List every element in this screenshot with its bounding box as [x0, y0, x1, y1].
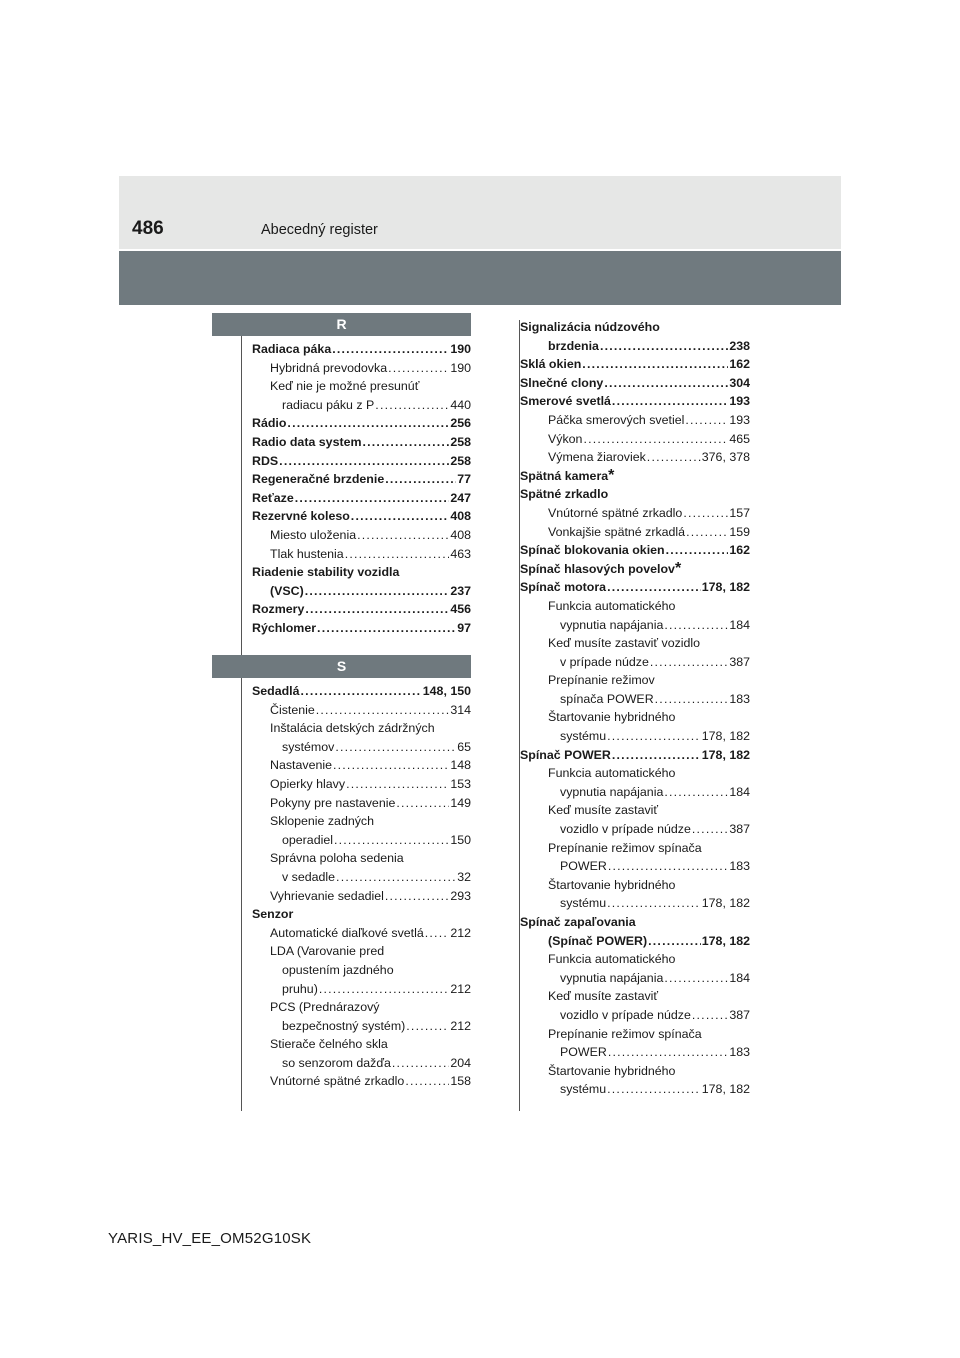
index-entry — [242, 775, 471, 794]
entry-text: Štartovanie hybridného — [548, 877, 676, 892]
dot-leader — [332, 340, 449, 359]
entry-text: so senzorom dažďa — [282, 1055, 391, 1070]
index-entry — [242, 701, 471, 720]
entry-text: Sedadlá — [252, 684, 300, 698]
entry-text: vozidlo v prípade núdze — [560, 822, 691, 837]
entry-text: Signalizácia núdzového — [520, 320, 660, 334]
entry-text: Štartovanie hybridného — [548, 1063, 676, 1078]
dot-leader — [375, 396, 449, 415]
entry-text: systému — [560, 1082, 607, 1097]
page-reference: 159 — [729, 524, 750, 539]
dot-leader — [363, 433, 450, 452]
page-reference: 184 — [729, 617, 750, 632]
page-reference: 456 — [450, 602, 471, 617]
dot-leader — [692, 820, 728, 839]
index-entry — [520, 411, 750, 430]
entry-text: pruhu) — [282, 981, 318, 996]
dot-leader — [425, 924, 450, 943]
index-entry — [520, 969, 750, 988]
page-reference: 183 — [729, 691, 750, 706]
dot-leader — [686, 523, 728, 542]
index-entry — [520, 913, 750, 932]
dot-leader — [685, 411, 728, 430]
index-entry — [520, 746, 750, 765]
dot-leader — [351, 507, 450, 526]
entry-text: Rezervné koleso — [252, 509, 350, 524]
entry-text: Čistenie — [270, 702, 315, 717]
page-reference: 157 — [729, 505, 750, 520]
entry-text: Rádio — [252, 416, 287, 431]
index-entry — [242, 340, 471, 359]
page-number: 486 — [132, 218, 164, 239]
index-entry — [520, 820, 750, 839]
index-entry — [520, 950, 750, 969]
dot-leader — [650, 653, 728, 672]
dot-leader — [305, 582, 450, 601]
page-reference: 162 — [729, 357, 750, 372]
dot-leader — [583, 430, 728, 449]
entry-text: Spínač blokovania okien — [520, 543, 665, 558]
entry-text: Funkcia automatického — [548, 952, 676, 967]
page-reference: 158 — [450, 1074, 471, 1089]
index-entry — [520, 578, 750, 597]
dot-leader — [664, 969, 728, 988]
entry-text: Prepínanie režimov spínača — [548, 1026, 702, 1041]
entry-text: radiacu páku z P — [282, 397, 375, 412]
entry-text: Výkon — [548, 431, 583, 446]
dot-leader — [396, 794, 449, 813]
index-entry — [520, 783, 750, 802]
page-reference: 178, 182 — [701, 1082, 750, 1097]
entry-text: Keď nie je možné presunúť — [270, 379, 420, 394]
dot-leader — [692, 1006, 728, 1025]
page-reference: 408 — [450, 509, 471, 524]
entry-text: vypnutia napájania — [560, 970, 664, 985]
page-reference: 153 — [450, 776, 471, 791]
entry-text: Radiaca páka — [252, 342, 332, 356]
index-entry — [520, 857, 750, 876]
dot-leader — [357, 526, 449, 545]
page-header — [119, 176, 841, 249]
index-entry — [242, 359, 471, 378]
entry-text: Výmena žiaroviek — [548, 450, 646, 465]
entry-text: operadiel — [282, 832, 333, 847]
page-reference: 376, 378 — [701, 450, 750, 465]
page-reference: 148 — [450, 758, 471, 773]
index-entry — [520, 523, 750, 542]
entry-text: Reťaze — [252, 490, 294, 505]
page-reference: 162 — [729, 543, 750, 558]
dot-leader — [295, 489, 450, 508]
index-column-r — [242, 340, 471, 638]
index-entry — [520, 337, 750, 356]
page-reference: 184 — [729, 784, 750, 799]
index-entry — [520, 597, 750, 616]
index-entry — [242, 545, 471, 564]
document-code: YARIS_HV_EE_OM52G10SK — [108, 1230, 312, 1247]
entry-text: brzdenia — [548, 338, 599, 353]
entry-text: Rýchlomer — [252, 620, 317, 635]
dot-leader — [385, 887, 449, 906]
index-entry — [242, 942, 471, 961]
entry-text: Prepínanie režimov — [548, 673, 655, 688]
page-reference: 304 — [729, 375, 750, 390]
index-entry — [242, 998, 471, 1017]
index-entry: Spínač hlasových povelov * — [520, 559, 682, 577]
entry-text: opustením jazdného — [282, 962, 394, 977]
entry-text: systému — [560, 896, 607, 911]
page-reference: 212 — [450, 925, 471, 940]
entry-text: (VSC) — [270, 583, 304, 598]
page-reference: 148, 150 — [422, 684, 471, 698]
page-reference: 408 — [450, 527, 471, 542]
entry-text: Senzor — [252, 907, 294, 922]
page-reference: 190 — [450, 360, 471, 375]
entry-text: Keď musíte zastaviť — [548, 989, 659, 1004]
index-column-right — [520, 318, 750, 1099]
dot-leader — [317, 619, 456, 638]
entry-text: Pokyny pre nastavenie — [270, 795, 396, 810]
entry-text: spínača POWER — [560, 691, 654, 706]
index-entry — [520, 708, 750, 727]
page-reference: 237 — [450, 583, 471, 598]
index-entry — [242, 682, 471, 701]
entry-text: Spínač POWER — [520, 747, 611, 762]
dot-leader — [334, 831, 449, 850]
dot-leader — [607, 578, 701, 597]
index-entry — [520, 485, 750, 504]
entry-text: Spínač motora — [520, 580, 607, 595]
index-entry — [520, 690, 750, 709]
dot-leader — [607, 1080, 701, 1099]
entry-text: Vnútorné spätné zrkadlo — [548, 505, 683, 520]
index-entry — [520, 671, 750, 690]
index-entry — [242, 980, 471, 999]
header-band — [119, 251, 841, 305]
entry-text: Spínač hlasových povelov — [520, 561, 675, 576]
index-entry — [520, 727, 750, 746]
index-entry — [520, 448, 750, 467]
page-reference: 32 — [457, 869, 471, 884]
index-entry — [520, 318, 750, 337]
index-entry — [520, 504, 750, 523]
entry-text: Spätné zrkadlo — [520, 487, 609, 502]
entry-text: Smerové svetlá — [520, 394, 611, 409]
index-entry — [242, 396, 471, 415]
index-entry — [242, 887, 471, 906]
page-reference: 178, 182 — [701, 933, 750, 948]
index-entry — [520, 374, 750, 393]
index-entry — [520, 634, 750, 653]
page-reference: 440 — [450, 397, 471, 412]
index-entry — [242, 924, 471, 943]
entry-text: Riadenie stability vozidla — [252, 565, 400, 580]
index-entry — [520, 616, 750, 635]
entry-text: Slnečné clony — [520, 375, 604, 390]
page-reference: 178, 182 — [701, 747, 750, 762]
dot-leader — [279, 452, 449, 471]
entry-text: vypnutia napájania — [560, 617, 664, 632]
index-entry — [520, 541, 750, 560]
index-entry — [242, 452, 471, 471]
index-entry — [520, 355, 750, 374]
section-letter-s: S — [212, 655, 471, 678]
index-entry — [520, 987, 750, 1006]
index-entry — [242, 582, 471, 601]
index-entry: Spätná kamera * — [520, 466, 615, 484]
entry-text: systému — [560, 729, 607, 744]
dot-leader — [336, 868, 456, 887]
entry-text: Radio data system — [252, 434, 362, 449]
index-entry — [242, 1072, 471, 1091]
index-entry — [242, 619, 471, 638]
index-entry — [520, 1006, 750, 1025]
entry-text: LDA (Varovanie pred — [270, 944, 385, 959]
index-entry — [242, 849, 471, 868]
dot-leader — [604, 374, 728, 393]
dot-leader — [406, 1017, 449, 1036]
index-entry — [242, 719, 471, 738]
page-reference: 193 — [729, 412, 750, 427]
index-entry — [520, 653, 750, 672]
index-entry — [242, 377, 471, 396]
entry-text: Miesto uloženia — [270, 527, 357, 542]
entry-text: vozidlo v prípade núdze — [560, 1007, 691, 1022]
dot-leader — [305, 600, 449, 619]
index-entry — [520, 430, 750, 449]
entry-text: Spätná kamera — [520, 468, 609, 483]
index-entry — [242, 563, 471, 582]
page-reference: 314 — [450, 702, 471, 717]
entry-text: v sedadle — [282, 869, 336, 884]
index-entry — [520, 894, 750, 913]
index-entry — [242, 868, 471, 887]
page-reference: 463 — [450, 546, 471, 561]
page-reference: 193 — [729, 394, 750, 409]
dot-leader — [612, 746, 701, 765]
dot-leader — [608, 1043, 729, 1062]
page-reference: 77 — [457, 472, 471, 487]
index-entry — [520, 801, 750, 820]
entry-text: Keď musíte zastaviť — [548, 803, 659, 818]
page-reference: 204 — [450, 1055, 471, 1070]
entry-text: Rozmery — [252, 602, 305, 617]
dot-leader — [385, 470, 456, 489]
entry-text: systémov — [282, 739, 335, 754]
dot-leader — [607, 727, 701, 746]
index-entry — [242, 831, 471, 850]
page-reference: 212 — [450, 981, 471, 996]
dot-leader — [664, 783, 728, 802]
page-reference: 247 — [450, 490, 471, 505]
dot-leader — [287, 414, 449, 433]
entry-text: Keď musíte zastaviť vozidlo — [548, 636, 701, 651]
entry-text: Funkcia automatického — [548, 598, 676, 613]
page-reference: 150 — [450, 832, 471, 847]
dot-leader — [608, 857, 729, 876]
page-reference: 293 — [450, 888, 471, 903]
index-entry — [242, 756, 471, 775]
entry-text: Sklá okien — [520, 357, 582, 372]
dot-leader — [666, 541, 729, 560]
page-reference: 465 — [729, 431, 750, 446]
dot-leader — [345, 545, 450, 564]
dot-leader — [319, 980, 449, 999]
index-entry — [242, 526, 471, 545]
section-letter-r: R — [212, 313, 471, 336]
index-entry — [242, 1017, 471, 1036]
dot-leader — [582, 355, 728, 374]
index-entry — [242, 470, 471, 489]
entry-text: Vyhrievanie sedadiel — [270, 888, 384, 903]
entry-text: vypnutia napájania — [560, 784, 664, 799]
index-entry — [520, 1043, 750, 1062]
page-title: Abecedný register — [261, 222, 378, 238]
entry-text: Funkcia automatického — [548, 766, 676, 781]
entry-text: Vonkajšie spätné zrkadlá — [548, 524, 686, 539]
index-entry — [520, 392, 750, 411]
index-entry — [520, 764, 750, 783]
entry-text: v prípade núdze — [560, 654, 649, 669]
page-reference: 256 — [450, 416, 471, 431]
page-reference: 258 — [450, 453, 471, 468]
page-reference: 238 — [729, 338, 750, 353]
page-reference: 190 — [450, 342, 471, 356]
page-reference: 184 — [729, 970, 750, 985]
entry-text: Automatické diaľkové svetlá — [270, 925, 424, 940]
dot-leader — [405, 1072, 449, 1091]
page-reference: 65 — [457, 739, 471, 754]
index-entry — [520, 1025, 750, 1044]
dot-leader — [647, 448, 701, 467]
index-entry — [520, 1080, 750, 1099]
index-entry — [520, 839, 750, 858]
index-entry — [242, 414, 471, 433]
entry-text: Správna poloha sedenia — [270, 851, 404, 866]
index-entry — [242, 738, 471, 757]
dot-leader — [316, 701, 450, 720]
page-reference: 387 — [729, 654, 750, 669]
index-entry — [242, 507, 471, 526]
entry-text: Inštalácia detských zádržných — [270, 721, 435, 736]
entry-text: Páčka smerových svetiel — [548, 412, 685, 427]
entry-text: PCS (Prednárazový — [270, 1000, 380, 1015]
page-reference: 183 — [729, 859, 750, 874]
page-reference: 183 — [729, 1045, 750, 1060]
entry-text: Nastavenie — [270, 758, 332, 773]
dot-leader — [346, 775, 449, 794]
page-reference: 149 — [450, 795, 471, 810]
dot-leader — [655, 690, 729, 709]
index-entry — [242, 905, 471, 924]
entry-text: RDS — [252, 453, 279, 468]
page-reference: 258 — [450, 434, 471, 449]
page-reference: 212 — [450, 1018, 471, 1033]
dot-leader — [335, 738, 456, 757]
dot-leader — [333, 756, 449, 775]
dot-leader — [392, 1054, 449, 1073]
page-reference: 97 — [457, 620, 471, 635]
index-entry — [242, 1054, 471, 1073]
index-entry — [242, 812, 471, 831]
dot-leader — [648, 932, 701, 951]
entry-text: (Spínač POWER) — [548, 933, 648, 948]
index-entry — [242, 961, 471, 980]
page-reference: 387 — [729, 1007, 750, 1022]
index-entry — [242, 1035, 471, 1054]
dot-leader — [683, 504, 728, 523]
index-entry — [242, 489, 471, 508]
index-column-s — [242, 682, 471, 1091]
dot-leader — [664, 616, 728, 635]
page-reference: 387 — [729, 822, 750, 837]
index-entry — [242, 433, 471, 452]
index-entry — [242, 794, 471, 813]
entry-text: Sklopenie zadných — [270, 814, 375, 829]
dot-leader — [600, 337, 728, 356]
dot-leader — [388, 359, 449, 378]
index-entry — [520, 1062, 750, 1081]
page-reference: 178, 182 — [701, 896, 750, 911]
entry-text: Prepínanie režimov spínača — [548, 840, 702, 855]
dot-leader — [612, 392, 728, 411]
entry-text: Stierače čelného skla — [270, 1037, 388, 1052]
entry-text: POWER — [560, 1045, 607, 1060]
dot-leader — [607, 894, 701, 913]
entry-text: Vnútorné spätné zrkadlo — [270, 1074, 405, 1089]
page-reference: 178, 182 — [701, 580, 750, 595]
entry-text: bezpečnostný systém) — [282, 1018, 406, 1033]
index-entry — [520, 932, 750, 951]
dot-leader — [301, 682, 422, 701]
entry-text: Spínač zapaľovania — [520, 915, 636, 929]
index-entry — [520, 876, 750, 895]
entry-text: Tlak hustenia — [270, 546, 344, 561]
entry-text: Opierky hlavy — [270, 776, 346, 791]
index-entry — [242, 600, 471, 619]
entry-text: Hybridná prevodovka — [270, 360, 388, 375]
page-reference: 178, 182 — [701, 729, 750, 744]
entry-text: Štartovanie hybridného — [548, 710, 676, 725]
entry-text: Regeneračné brzdenie — [252, 472, 385, 487]
entry-text: POWER — [560, 859, 607, 874]
